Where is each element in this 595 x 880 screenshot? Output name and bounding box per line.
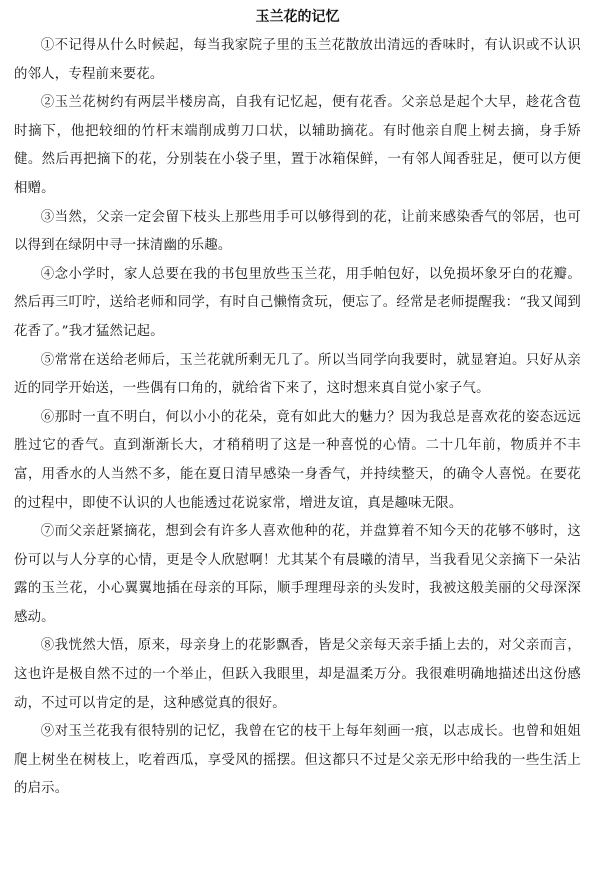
paragraph-9: ⑨对玉兰花我有很特别的记忆，我曾在它的枝干上每年刻画一痕，以志成长。也曾和姐姐爬上树坐在树枝上，吃着西瓜，享受风的摇摆。但这都只不过是父亲无形中给我的一些生活上的启示。	[14, 724, 581, 797]
paragraph-4: ④念小学时，家人总要在我的书包里放些玉兰花，用手帕包好，以免损坏象牙白的花瓣。然后再三叮咛，送给老师和同学，有时自己懒惰贪玩，便忘了。经常是老师提醒我：“我又闻到花香了。”我才猛然记起。	[14, 266, 581, 339]
paragraph-2: ②玉兰花树约有两层半楼房高，自我有记忆起，便有花香。父亲总是起个大早，趁花含苞时摘下，他把较细的竹杆末端削成剪刀口状，以辅助摘花。有时他亲自爬上树去摘，身手矫健。然后再把摘下的花，分别装在小袋子里，置于冰箱保鲜，一有邻人闻香驻足，便可以方便相赠。	[14, 95, 581, 196]
paragraph-6: ⑥那时一直不明白，何以小小的花朵，竟有如此大的魅力？因为我总是喜欢花的姿态远远胜过它的香气。直到渐渐长大，才稍稍明了这是一种喜悦的心情。二十几年前，物质并不丰富，用香水的人当然不多，能在夏日清早感染一身香气，并持续整天，的确令人喜悦。在要花的过程中，即使不认识的人也能透过花说家常，增进友谊，真是趣味无限。	[14, 409, 581, 511]
paragraph-5: ⑤常常在送给老师后，玉兰花就所剩无几了。所以当同学向我要时，就显窘迫。只好从亲近的同学开始送，一些偶有口角的，就给省下来了，这时想来真自觉小家子气。	[14, 352, 581, 397]
paragraph-3: ③当然，父亲一定会留下枝头上那些用手可以够得到的花，让前来感染香气的邻居，也可以得到在绿阴中寻一抹清幽的乐趣。	[14, 209, 581, 254]
paragraph-1: ①不记得从什么时候起，每当我家院子里的玉兰花散放出清远的香味时，有认识或不认识的邻人，专程前来要花。	[14, 38, 581, 82]
paragraph-7: ⑦而父亲赶紧摘花，想到会有许多人喜欢他种的花，并盘算着不知今天的花够不够时，这份可以与人分享的心情，更是令人欣慰啊！尤其某个有晨曦的清早，当我看见父亲摘下一朵沾露的玉兰花，小心翼翼地插在母亲的耳际，顺手理理母亲的头发时，我被这般美丽的父母深深感动。	[14, 524, 581, 625]
document-title: 玉兰花的记忆	[255, 9, 340, 25]
paragraph-8: ⑧我恍然大悟，原来，母亲身上的花影飘香，皆是父亲每天亲手插上去的，对父亲而言，这也许是极自然不过的一个举止，但跃入我眼里，却是温柔万分。我很难明确地描述出这份感动，不过可以肯定的是，这种感觉真的很好。	[14, 638, 581, 711]
